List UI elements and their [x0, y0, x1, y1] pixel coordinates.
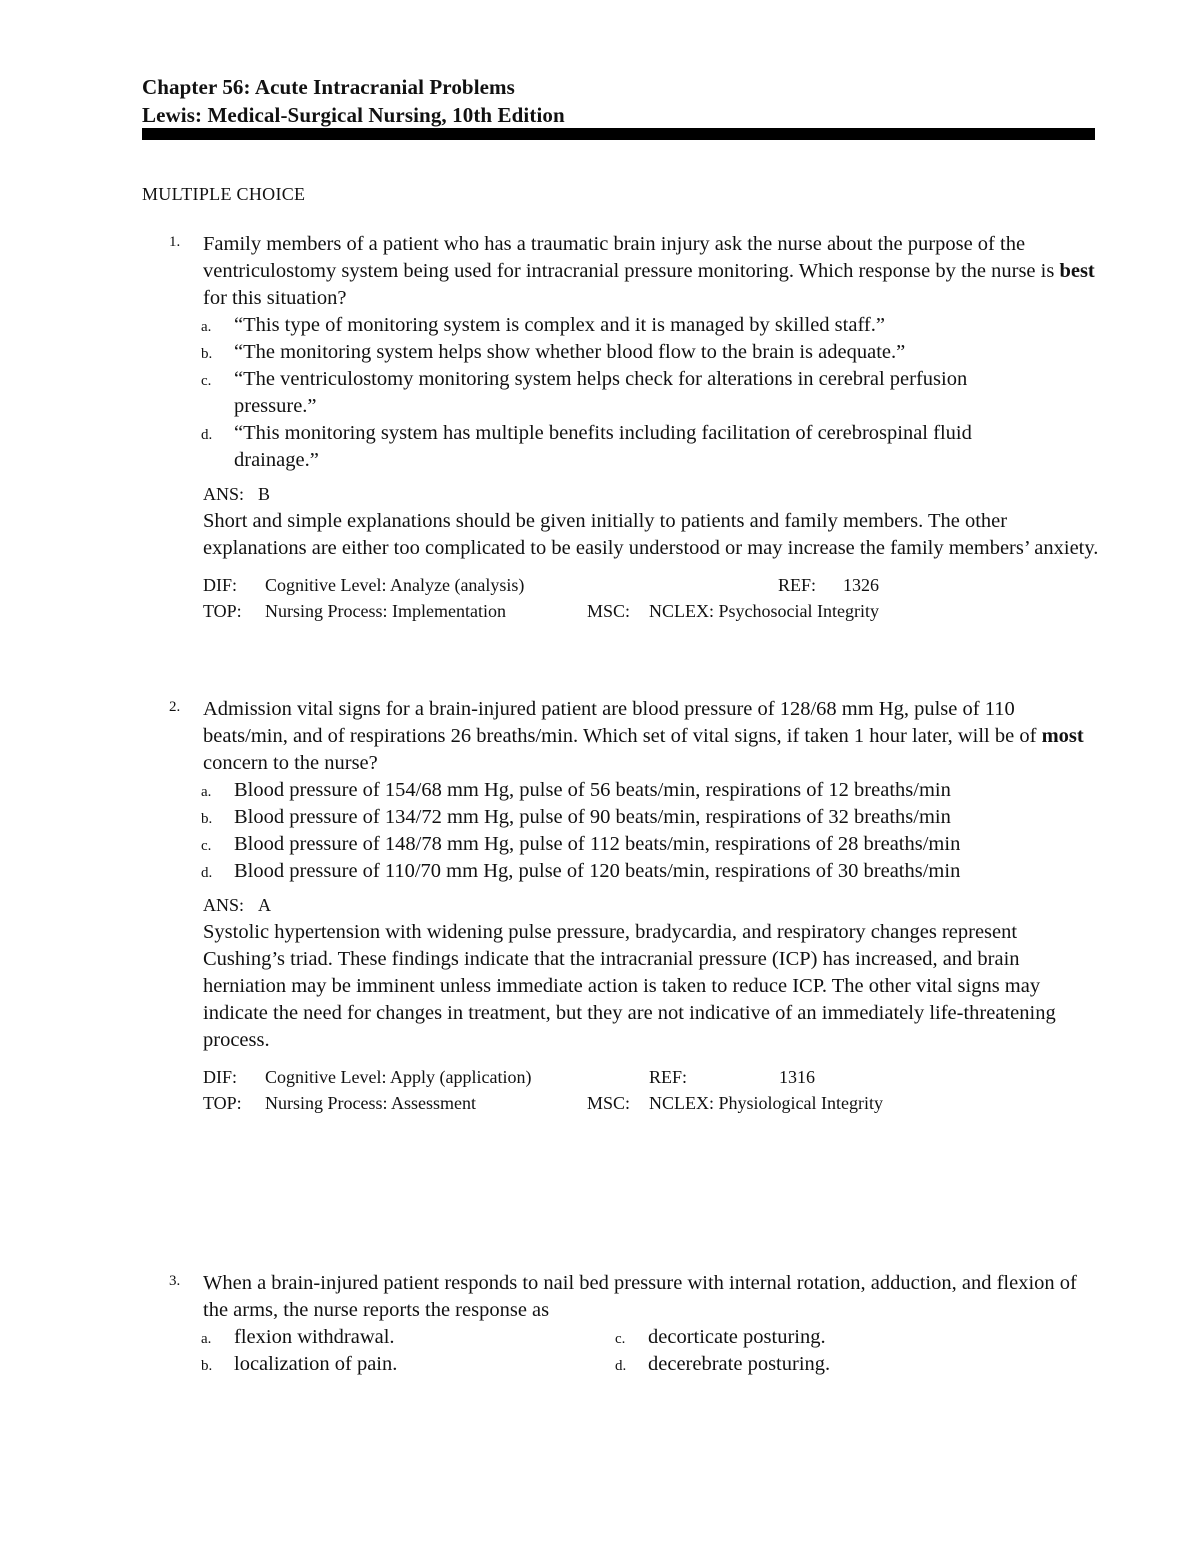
option-text: “This monitoring system has multiple benefits including facilitation of cerebrospinal fluid drainage.” [234, 422, 972, 471]
option-letter: d. [201, 865, 213, 881]
top-label: TOP: [203, 1093, 242, 1113]
option-c[interactable] [203, 831, 1013, 858]
option-letter: a. [201, 319, 212, 335]
answer-label: ANS: [203, 895, 245, 915]
question-number: 3. [169, 1273, 181, 1289]
option-text: Blood pressure of 110/70 mm Hg, pulse of 120 beats/min, respirations of 30 breaths/min [234, 860, 961, 882]
answer-block [203, 481, 1102, 562]
option-c[interactable] [203, 366, 1023, 420]
option-b[interactable] [203, 339, 1102, 366]
option-a[interactable] [203, 777, 1003, 804]
option-letter: c. [201, 838, 212, 854]
msc-label: MSC: [587, 601, 631, 621]
question-stem: When a brain-injured patient responds to nail bed pressure with internal rotation, adduction, and flexion of the arms, the nurse reports the response as [203, 1272, 1077, 1321]
option-letter: d. [201, 427, 213, 443]
option-letter: d. [615, 1358, 627, 1374]
option-list [142, 312, 1102, 474]
option-text: Blood pressure of 134/72 mm Hg, pulse of 90 beats/min, respirations of 32 breaths/min [234, 806, 951, 828]
option-c[interactable] [617, 1324, 826, 1351]
top-value: Nursing Process: Implementation [265, 601, 506, 621]
ref-label: REF: [649, 1067, 688, 1087]
rationale: Short and simple explanations should be given initially to patients and family members. The other explanations are either too complicated to be easily understood or may increase the family members’ anxiety. [203, 510, 1099, 559]
question-1 [142, 231, 1102, 624]
option-text: “The ventriculostomy monitoring system helps check for alterations in cerebral perfusion pressure.” [234, 368, 968, 417]
stem-text-end: for this situation? [203, 287, 347, 309]
option-letter: c. [615, 1331, 626, 1347]
ref-value: 1316 [779, 1067, 815, 1087]
stem-text: Family members of a patient who has a traumatic brain injury ask the nurse about the purpose of the ventriculostomy system being used for intracranial pressure monitoring. Which response by the nurse is [203, 233, 1060, 282]
answer-block [203, 892, 1102, 1054]
option-text: decorticate posturing. [648, 1326, 826, 1348]
dif-label: DIF: [203, 575, 238, 595]
rationale: Systolic hypertension with widening pulse pressure, bradycardia, and respiratory changes represent Cushing’s triad. These findings indicate that the intracranial pressure (ICP) has increased, and brain herniation may be imminent unless immediate action is taken to reduce ICP. The other vital signs may indicate the need for changes in treatment, but they are not indicative of an immediately life-threatening process. [203, 921, 1056, 1051]
option-text: decerebrate posturing. [648, 1353, 831, 1375]
question-number: 1. [169, 234, 181, 250]
option-letter: b. [201, 1358, 213, 1374]
option-text: localization of pain. [234, 1353, 398, 1375]
book-title: Lewis: Medical-Surgical Nursing, 10th Edition [142, 103, 565, 127]
option-d[interactable] [203, 420, 983, 474]
msc-value: NCLEX: Psychosocial Integrity [649, 601, 879, 621]
msc-label: MSC: [587, 1093, 631, 1113]
option-a[interactable] [203, 312, 1102, 339]
stem-emphasis: best [1059, 260, 1095, 282]
ref-value: 1326 [843, 575, 879, 595]
option-a[interactable] [203, 1324, 395, 1351]
option-letter: b. [201, 811, 213, 827]
option-text: flexion withdrawal. [234, 1326, 395, 1348]
chapter-title: Chapter 56: Acute Intracranial Problems [142, 75, 515, 99]
stem-emphasis: most [1041, 725, 1084, 747]
question-number: 2. [169, 699, 181, 715]
option-b[interactable] [203, 1351, 397, 1378]
dif-value: Cognitive Level: Analyze (analysis) [265, 575, 525, 595]
answer-value: A [258, 895, 272, 915]
answer-label: ANS: [203, 484, 245, 504]
answer-line [203, 892, 1102, 919]
question-stem [203, 696, 1102, 777]
question-stem [203, 231, 1102, 312]
top-label: TOP: [203, 601, 242, 621]
option-letter: c. [201, 373, 212, 389]
option-text: “This type of monitoring system is complex and it is managed by skilled staff.” [234, 314, 885, 336]
ref-label: REF: [778, 575, 817, 595]
option-d[interactable] [203, 858, 1013, 885]
option-letter: a. [201, 1331, 212, 1347]
msc-value: NCLEX: Physiological Integrity [649, 1093, 883, 1113]
question-metadata [203, 572, 1102, 624]
option-text: Blood pressure of 154/68 mm Hg, pulse of 56 beats/min, respirations of 12 breaths/min [234, 779, 951, 801]
option-text: “The monitoring system helps show whether blood flow to the brain is adequate.” [234, 341, 906, 363]
option-letter: a. [201, 784, 212, 800]
option-list [142, 777, 1102, 885]
question-3 [142, 1270, 1102, 1378]
answer-value: B [258, 484, 271, 504]
header-rule [142, 128, 1095, 140]
option-grid [203, 1324, 1102, 1378]
section-title: MULTIPLE CHOICE [142, 184, 306, 204]
top-value: Nursing Process: Assessment [265, 1093, 476, 1113]
option-b[interactable] [203, 804, 1003, 831]
option-text: Blood pressure of 148/78 mm Hg, pulse of 112 beats/min, respirations of 28 breaths/min [234, 833, 961, 855]
dif-label: DIF: [203, 1067, 238, 1087]
question-2 [142, 696, 1102, 1116]
answer-line [203, 481, 1102, 508]
stem-text-end: concern to the nurse? [203, 752, 378, 774]
option-letter: b. [201, 346, 213, 362]
dif-value: Cognitive Level: Apply (application) [265, 1067, 532, 1087]
question-metadata [203, 1064, 1102, 1116]
stem-text: Admission vital signs for a brain-injured patient are blood pressure of 128/68 mm Hg, pulse of 110 beats/min, and of respirations 26 breaths/min. Which set of vital signs, if taken 1 hour later, will be of [203, 698, 1042, 747]
option-d[interactable] [617, 1351, 830, 1378]
